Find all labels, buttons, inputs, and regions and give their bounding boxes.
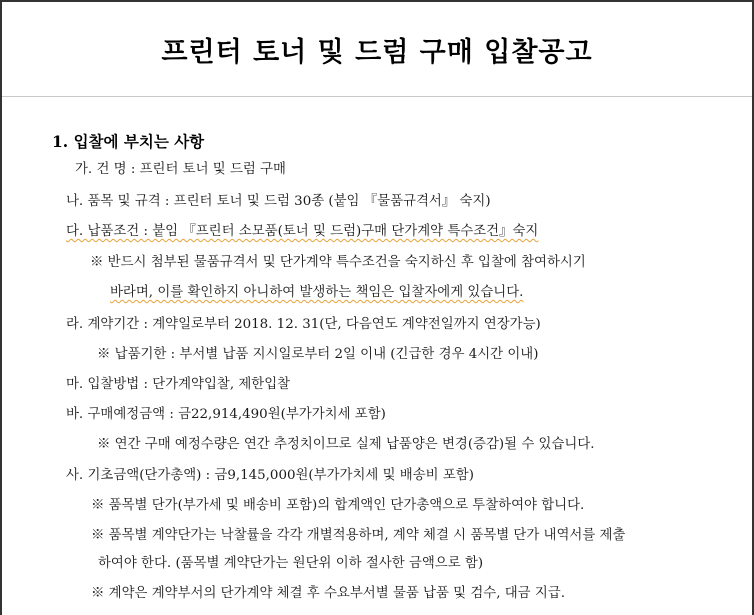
- item-da: 다. 납품조건 : 붙임 『프린터 소모품(토너 및 드럼)구매 단가계약 특수조건』숙지: [66, 224, 539, 239]
- page-border-left: [0, 0, 2, 615]
- title-divider: [2, 96, 752, 97]
- section-heading: 1. 입찰에 부치는 사항: [52, 132, 205, 151]
- item-sa-note-3: ※ 계약은 계약부서의 단가계약 체결 후 수요부서별 물품 납품 및 검수, 대금 지급.: [91, 586, 565, 601]
- item-da-note-1: ※ 반드시 첨부된 물품규격서 및 단가계약 특수조건을 숙지하신 후 입찰에 참여하시기: [90, 255, 586, 270]
- page-border-top: [0, 0, 754, 2]
- document-title: 프린터 토너 및 드럼 구매 입찰공고: [161, 37, 593, 68]
- item-sa-note-1: ※ 품목별 단가(부가세 및 배송비 포함)의 합계액인 단가총액으로 투찰하여야 합니다.: [91, 498, 585, 513]
- item-ba: 바. 구매예정금액 : 금22,914,490원(부가가치세 포함): [66, 407, 386, 422]
- item-sa-note-2a: ※ 품목별 계약단가는 낙찰률을 각각 개별적용하며, 계약 체결 시 품목별 단가 내역서를 제출: [91, 528, 626, 543]
- item-na: 나. 품목 및 규격 : 프린터 토너 및 드럼 30종 (붙임 『물품규격서』 숙지): [66, 194, 491, 209]
- item-da-note-2: 바라며, 이를 확인하지 아니하여 발생하는 책임은 입찰자에게 있습니다.: [110, 285, 524, 300]
- item-ga: 가. 건 명 : 프린터 토너 및 드럼 구매: [75, 162, 286, 177]
- item-sa-note-2b: 하여야 한다. (품목별 계약단가는 원단위 이하 절사한 금액으로 함): [98, 556, 484, 571]
- item-sa: 사. 기초금액(단가총액) : 금9,145,000원(부가가치세 및 배송비 포함): [66, 468, 474, 483]
- item-ma: 마. 입찰방법 : 단가계약입찰, 제한입찰: [66, 377, 291, 392]
- item-ba-note: ※ 연간 구매 예정수량은 연간 추정치이므로 실제 납품양은 변경(증감)될 수 있습니다.: [97, 437, 595, 452]
- item-ra: 라. 계약기간 : 계약일로부터 2018. 12. 31(단, 다음연도 계약전일까지 연장가능): [66, 317, 541, 332]
- item-ra-note: ※ 납품기한 : 부서별 납품 지시일로부터 2일 이내 (긴급한 경우 4시간 이내): [97, 347, 539, 362]
